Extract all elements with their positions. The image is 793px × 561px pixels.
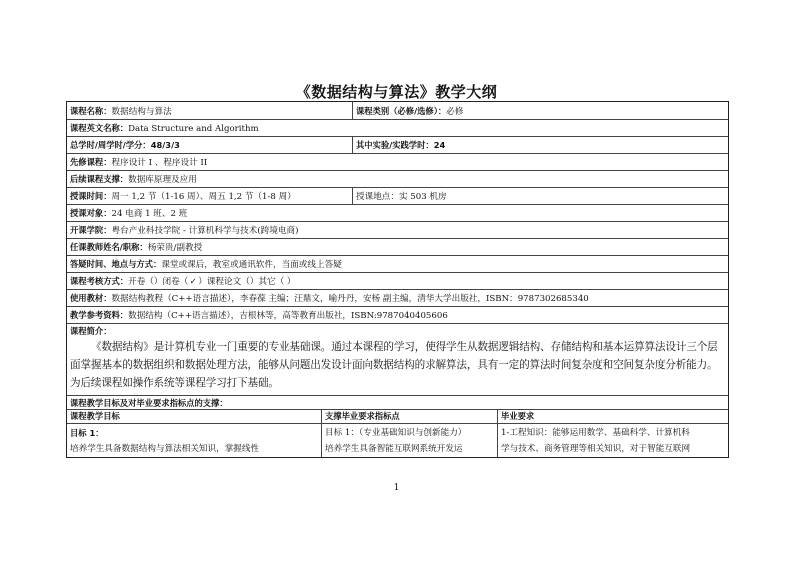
hours-value: 48/3/3	[150, 140, 180, 150]
checkmark-icon: ✓	[189, 277, 197, 287]
row-exam	[67, 272, 728, 289]
course-name-value: 数据结构与算法	[111, 106, 172, 117]
prerequisites-value: 程序设计 I 、程序设计 II	[111, 158, 208, 168]
textbook-value: 数据结构教程（C++语言描述），李春葆 主编；汪鼎文，喻丹丹，安杨 副主编，清华大学出版社，ISBN：9787302685340	[111, 294, 589, 304]
goal1-requirement-line1: 1-工程知识：能够运用数学、基础科学、计算机科	[501, 428, 690, 438]
goal1-indicator-line2: 培养学生具备智能互联网系统开发运	[325, 444, 463, 454]
qa-value: 课堂或课后，教室或通讯软件，当面或线上答疑	[161, 260, 342, 270]
exam-options-a: 开卷（）闭卷（	[128, 277, 189, 287]
references-value: 数据结构（C++语言描述），吉根林等，高等教育出版社，ISBN:9787040405606	[128, 311, 448, 321]
row-references	[67, 306, 728, 323]
lab-hours-value: 24	[433, 140, 446, 150]
goals-col-indicator: 支撑毕业要求指标点	[325, 411, 400, 421]
goal1-text: 培养学生具备数据结构与算法相关知识，掌握线性	[70, 444, 260, 454]
row-teacher	[67, 238, 728, 255]
row-follow-up	[67, 170, 728, 187]
row-qa	[67, 255, 728, 272]
course-name-label: 课程名称：	[70, 105, 112, 116]
class-location: 授课地点：实 503 机房	[356, 192, 447, 202]
class-time-label: 授课时间：	[70, 191, 112, 201]
qa-label: 答疑时间、地点与方式：	[70, 259, 162, 269]
department-value: 粤台产业科技学院 - 计算机科学与技术(跨境电商)	[111, 226, 299, 236]
goal1-requirement-line2: 学与技术、商务管理等相关知识，对于智能互联网	[501, 444, 691, 454]
target-label: 授课对象：	[70, 208, 112, 218]
textbook-label: 使用教材：	[70, 293, 112, 303]
target-value: 24 电商 1 班、2 班	[111, 209, 188, 219]
english-name-label: 课程英文名称：	[70, 123, 129, 133]
syllabus-table	[66, 101, 729, 458]
references-label: 教学参考资料：	[70, 310, 129, 320]
follow-up-label: 后续课程支撑：	[70, 174, 129, 184]
row-prerequisites	[67, 153, 728, 170]
row-goals-columns	[67, 409, 728, 423]
goal1-title: 目标 1：	[70, 428, 104, 438]
course-type-label: 课程类别（必修/选修）：	[356, 105, 447, 116]
goals-col-teaching: 课程教学目标	[70, 411, 120, 421]
lab-hours-label: 其中实验/实践学时：	[356, 140, 434, 150]
course-type-value: 必修	[446, 106, 464, 117]
exam-label: 课程考核方式：	[70, 276, 129, 286]
prerequisites-label: 先修课程：	[70, 157, 112, 167]
row-course-name	[67, 102, 728, 119]
class-time-value: 周一 1,2 节（1-16 周）、周五 1,2 节（1-8 周）	[111, 192, 296, 202]
english-name-value: Data Structure and Algorithm	[128, 124, 259, 134]
row-goal-1	[67, 423, 728, 457]
exam-options-b: ）课程论文（）其它（ ）	[198, 277, 296, 287]
introduction-label: 课程简介：	[70, 326, 112, 336]
follow-up-value: 数据库原理及应用	[128, 175, 197, 185]
goals-col-requirement: 毕业要求	[501, 411, 535, 421]
introduction-text: 《数据结构》是计算机专业一门重要的专业基础课。通过本课程的学习，使得学生从数据逻辑结构、存储结构和基本运算算法设计三个层面掌握基本的数据组织和数据处理方法，能够从问题出发设计面向数据结构的求解算法，具有一定的算法时间复杂度和空间复杂度分析能力。为后续课程如操作系统等课程学习打下基础。	[70, 341, 718, 389]
row-textbook	[67, 289, 728, 306]
document-title: 《数据结构与算法》教学大纲	[295, 83, 498, 101]
teacher-label: 任课教师姓名/职称：	[70, 242, 148, 252]
department-label: 开课学院：	[70, 225, 112, 235]
row-hours	[67, 136, 728, 153]
teacher-value: 杨荣贵/副教授	[147, 243, 203, 253]
row-introduction	[67, 323, 728, 395]
hours-label: 总学时/周学时/学分：	[70, 140, 151, 150]
row-class-time	[67, 187, 728, 204]
row-english-name	[67, 119, 728, 136]
row-department	[67, 221, 728, 238]
row-goals-header	[67, 395, 728, 409]
row-target	[67, 204, 728, 221]
goals-header-label: 课程教学目标及对毕业要求指标点的支撑：	[70, 397, 228, 408]
goal1-indicator-line1: 目标 1：（专业基础知识与创新能力）	[325, 428, 467, 438]
page-number: 1	[393, 483, 400, 493]
